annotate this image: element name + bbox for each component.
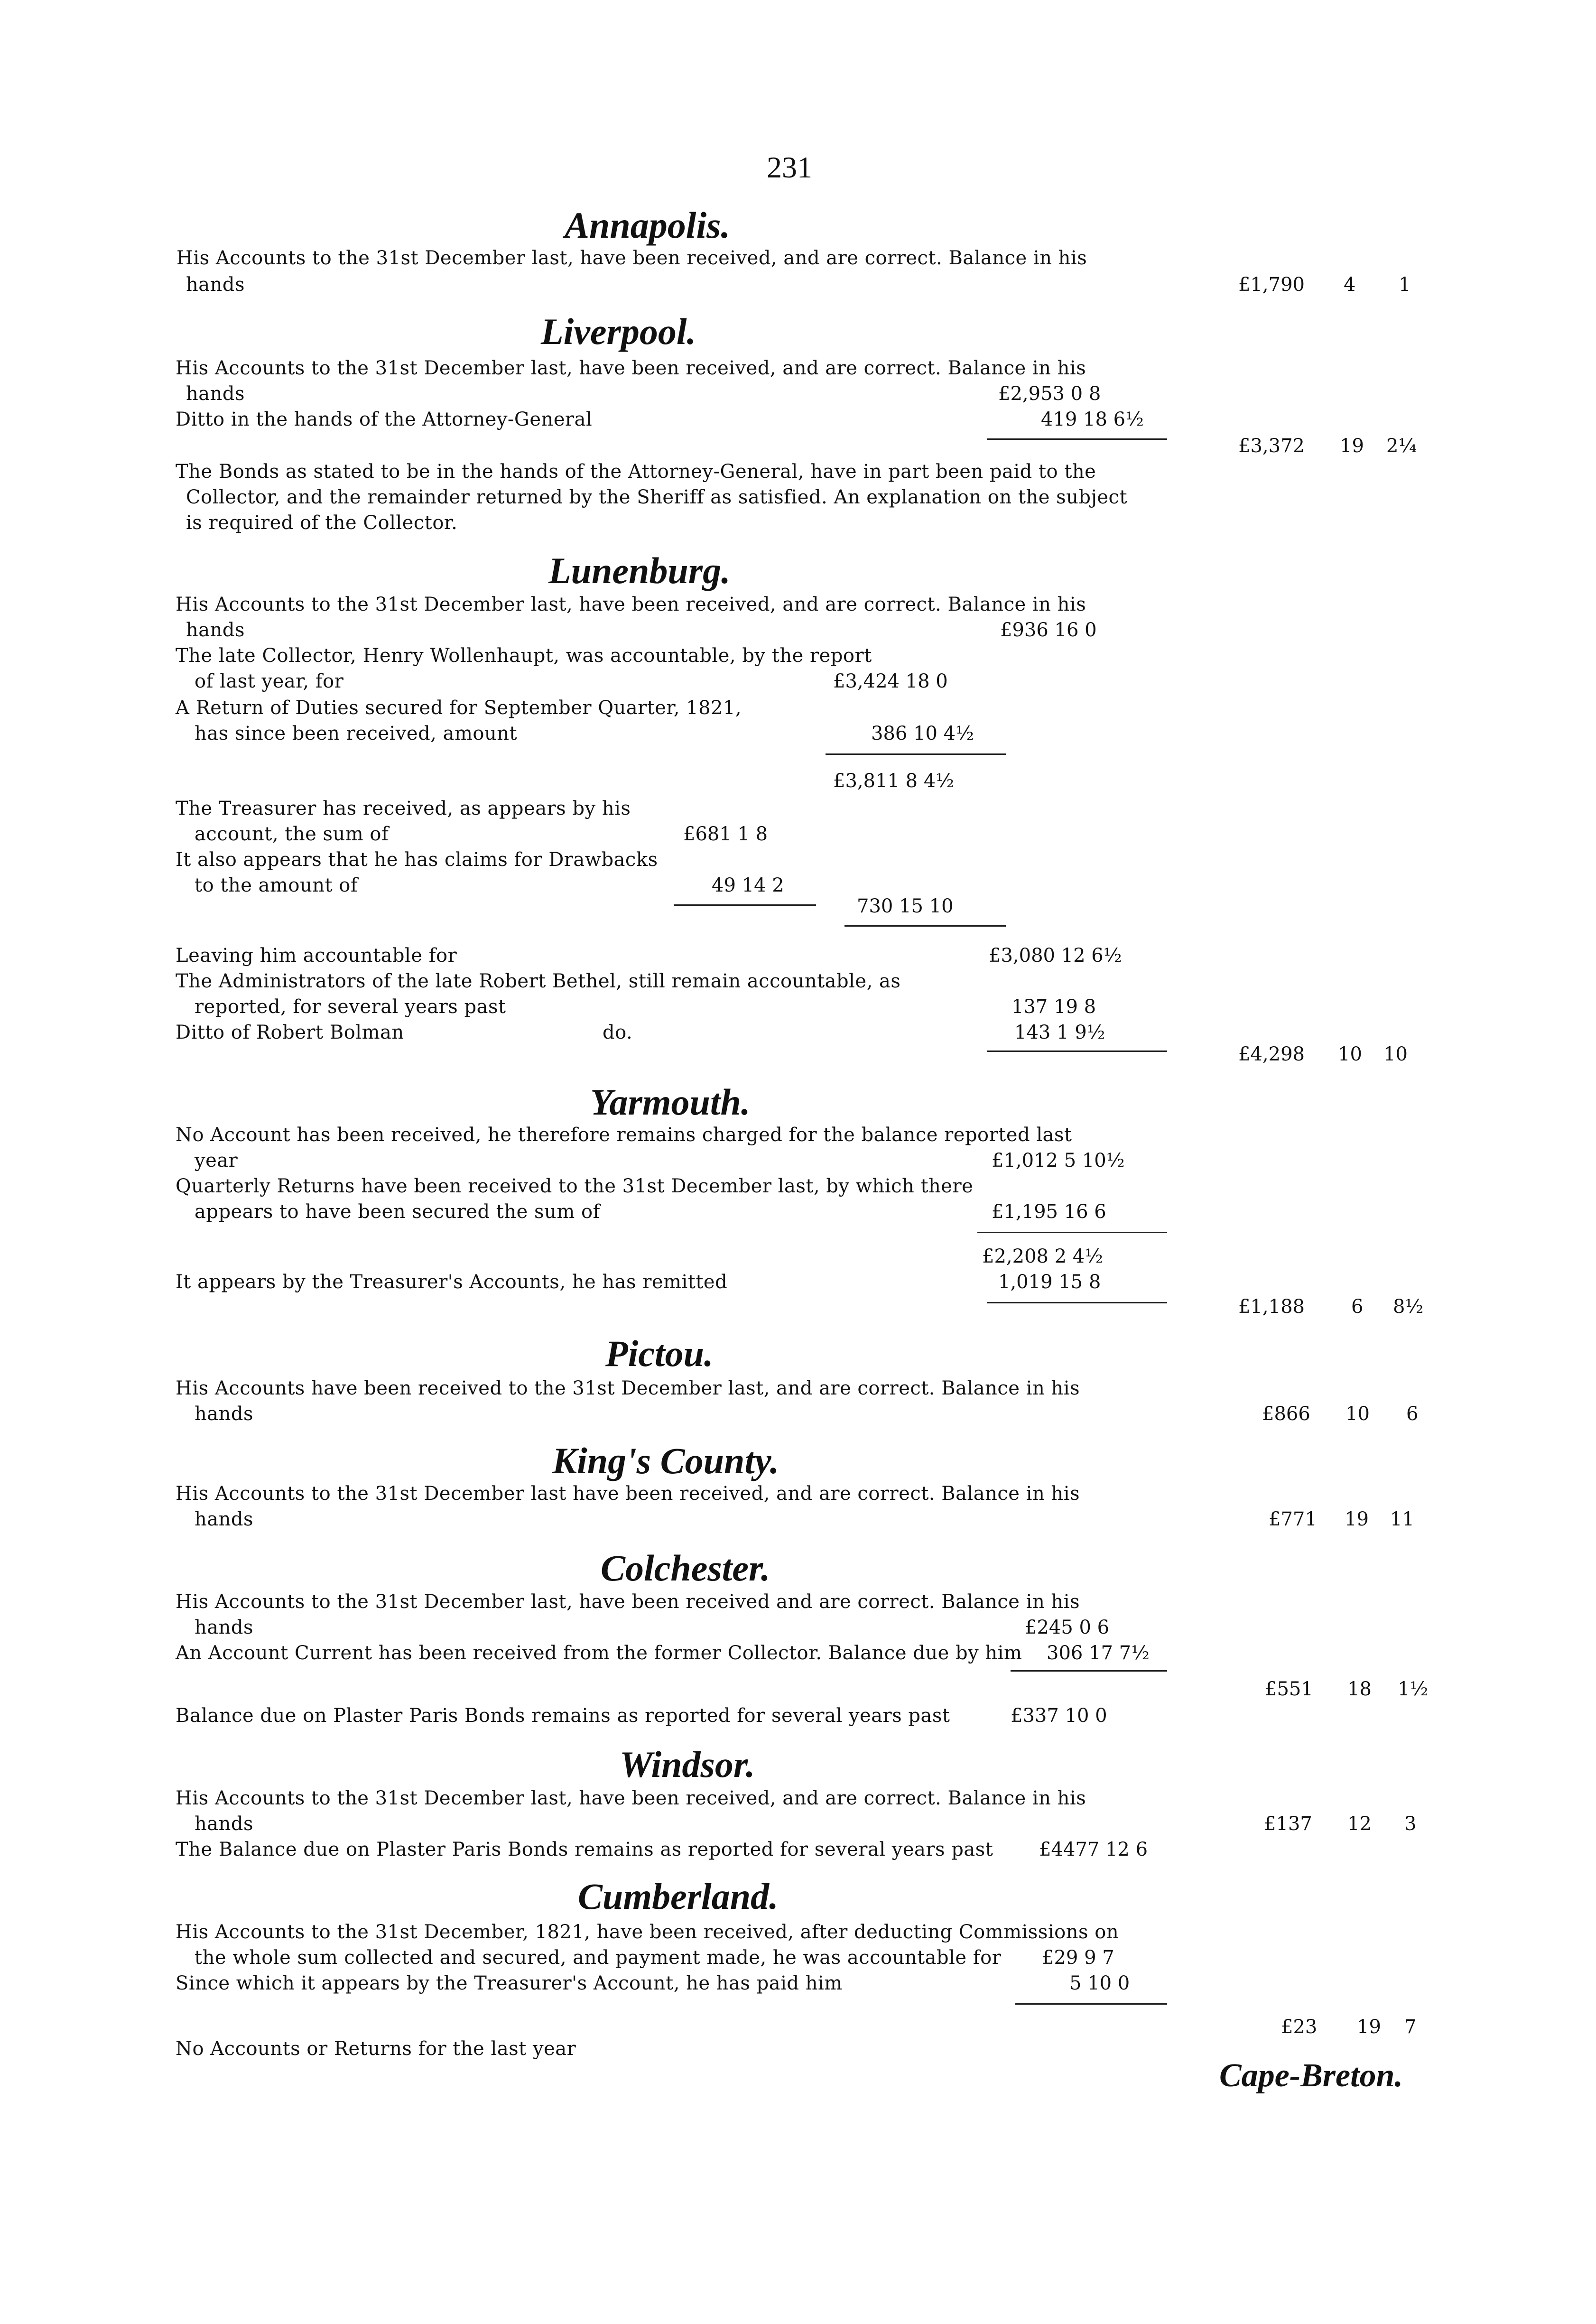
colchester-line2-amount: £245 0 6 (1025, 1617, 1110, 1638)
lunenburg-line2: hands (186, 619, 245, 641)
cape-breton-catchword: Cape-Breton. (1219, 2057, 1403, 2094)
colchester-line2: hands (195, 1617, 254, 1638)
yarmouth-line2-amount: £1,012 5 10½ (992, 1150, 1125, 1171)
lunenburg-line2-amount: £936 16 0 (1000, 619, 1097, 641)
lunenburg-heading: Lunenburg. (548, 550, 731, 591)
lunenburg-rule-3 (844, 925, 1006, 927)
cumberland-line1: His Accounts to the 31st December, 1821, have been received, after deducting Commissions on (176, 1921, 1119, 1943)
liverpool-sum-rule (987, 438, 1167, 440)
lunenburg-subtotal: £3,811 8 4½ (833, 770, 955, 792)
annapolis-line1: His Accounts to the 31st December last, have been received, and are correct. Balance in his (176, 247, 1087, 269)
kings-county-total-pounds: £771 (1269, 1508, 1317, 1530)
cumberland-total-shillings: 19 (1357, 2016, 1381, 2038)
yarmouth-line5-amount: 1,019 15 8 (998, 1271, 1101, 1293)
cumberland-line2-amount: £29 9 7 (1042, 1947, 1114, 1969)
cumberland-line3-amount: 5 10 0 (1069, 1972, 1130, 1994)
yarmouth-total-shillings: 6 (1351, 1296, 1364, 1318)
cumberland-line3: Since which it appears by the Treasurer's Account, he has paid him (176, 1972, 843, 1994)
annapolis-heading: Annapolis. (565, 205, 730, 246)
yarmouth-line3: Quarterly Returns have been received to the 31st December last, by which there (176, 1175, 974, 1197)
annapolis-total-pounds: £1,790 (1238, 274, 1305, 296)
lunenburg-rule-4 (987, 1050, 1167, 1052)
lunenburg-line1: His Accounts to the 31st December last, have been received, and are correct. Balance in his (176, 594, 1086, 615)
lunenburg-line3: The late Collector, Henry Wollenhaupt, was accountable, by the report (176, 645, 872, 667)
annapolis-total-pence: 1 (1399, 274, 1411, 296)
liverpool-note2: Collector, and the remainder returned by the Sheriff as satisfied. An explanation on the subject (186, 486, 1128, 508)
windsor-total-pence: 3 (1404, 1813, 1417, 1835)
yarmouth-line2: year (195, 1150, 238, 1171)
windsor-line3-amount: £4477 12 6 (1039, 1839, 1148, 1860)
cumberland-line2: the whole sum collected and secured, and payment made, he was accountable for (195, 1947, 1002, 1969)
windsor-line3: The Balance due on Plaster Paris Bonds remains as reported for several years past (176, 1839, 993, 1860)
kings-county-line2: hands (195, 1508, 254, 1530)
cumberland-total-pounds: £23 (1281, 2016, 1318, 2038)
lunenburg-line7: The Treasurer has received, as appears by his (176, 798, 631, 819)
lunenburg-line6-amount: 386 10 4½ (871, 723, 974, 744)
pictou-total-pence: 6 (1406, 1403, 1419, 1425)
colchester-line3: An Account Current has been received from the former Collector. Balance due by him (176, 1642, 1022, 1664)
lunenburg-line14-amount: 143 1 9½ (1014, 1022, 1105, 1043)
lunenburg-line8: account, the sum of (195, 823, 389, 845)
cumberland-heading: Cumberland. (578, 1876, 779, 1917)
yarmouth-subtotal: £2,208 2 4½ (982, 1246, 1104, 1267)
liverpool-total-pounds: £3,372 (1238, 435, 1305, 457)
lunenburg-line6: has since been received, amount (195, 723, 518, 744)
kings-county-heading: King's County. (552, 1440, 779, 1481)
liverpool-line1: His Accounts to the 31st December last, have been received, and are correct. Balance in his (176, 357, 1086, 379)
lunenburg-line5: A Return of Duties secured for September Quarter, 1821, (176, 697, 742, 719)
liverpool-line2-amount: £2,953 0 8 (998, 383, 1101, 405)
lunenburg-rule-1 (826, 753, 1006, 755)
lunenburg-line8-amount: £681 1 8 (683, 823, 768, 845)
colchester-heading: Colchester. (601, 1547, 770, 1589)
lunenburg-line9: It also appears that he has claims for Drawbacks (176, 849, 658, 871)
pictou-line1: His Accounts have been received to the 31st December last, and are correct. Balance in his (176, 1377, 1080, 1399)
pictou-total-shillings: 10 (1345, 1403, 1370, 1425)
windsor-total-shillings: 12 (1347, 1813, 1372, 1835)
lunenburg-total-shillings: 10 (1338, 1043, 1362, 1065)
lunenburg-line10: to the amount of (195, 874, 358, 896)
windsor-line1: His Accounts to the 31st December last, have been received, and are correct. Balance in his (176, 1787, 1086, 1809)
colchester-line3-amount: 306 17 7½ (1047, 1642, 1150, 1664)
yarmouth-line5: It appears by the Treasurer's Accounts, he has remitted (176, 1271, 728, 1293)
yarmouth-line4-amount: £1,195 16 6 (992, 1201, 1106, 1223)
lunenburg-line14-ditto: do. (603, 1022, 633, 1043)
lunenburg-line4-amount: £3,424 18 0 (833, 670, 948, 692)
windsor-heading: Windsor. (620, 1744, 755, 1785)
pictou-line2: hands (195, 1403, 254, 1425)
lunenburg-rule-2 (674, 904, 816, 906)
yarmouth-line4: appears to have been secured the sum of (195, 1201, 600, 1223)
liverpool-total-pence: 2¼ (1386, 435, 1417, 457)
lunenburg-line13: reported, for several years past (195, 996, 506, 1018)
yarmouth-total-pence: 8½ (1393, 1296, 1424, 1318)
liverpool-line3-amount: 419 18 6½ (1041, 409, 1144, 430)
lunenburg-line10-amount: 49 14 2 (712, 874, 784, 896)
yarmouth-heading: Yarmouth. (590, 1081, 751, 1123)
lunenburg-line13-amount: 137 19 8 (1011, 996, 1096, 1018)
lunenburg-line14: Ditto of Robert Bolman (176, 1022, 404, 1043)
cumberland-line4: No Accounts or Returns for the last year (176, 2038, 576, 2060)
lunenburg-line11-amount: £3,080 12 6½ (989, 945, 1122, 967)
pictou-total-pounds: £866 (1262, 1403, 1310, 1425)
colchester-total-shillings: 18 (1347, 1678, 1372, 1700)
lunenburg-line4: of last year, for (195, 670, 344, 692)
lunenburg-line11: Leaving him accountable for (176, 945, 457, 967)
cumberland-rule (1015, 2003, 1167, 2005)
lunenburg-total-pounds: £4,298 (1238, 1043, 1305, 1065)
colchester-total-pence: 1½ (1398, 1678, 1429, 1700)
kings-county-total-pence: 11 (1390, 1508, 1414, 1530)
liverpool-total-shillings: 19 (1340, 435, 1364, 457)
yarmouth-line1: No Account has been received, he therefore remains charged for the balance reported last (176, 1124, 1072, 1146)
yarmouth-rule-1 (977, 1232, 1167, 1233)
annapolis-line2: hands (186, 274, 245, 296)
colchester-rule (1011, 1670, 1167, 1672)
lunenburg-total-pence: 10 (1383, 1043, 1408, 1065)
kings-county-total-shillings: 19 (1345, 1508, 1369, 1530)
kings-county-line1: His Accounts to the 31st December last have been received, and are correct. Balance in his (176, 1483, 1080, 1505)
colchester-total-pounds: £551 (1265, 1678, 1313, 1700)
liverpool-line2: hands (186, 383, 245, 405)
lunenburg-line10-total: 730 15 10 (857, 895, 954, 917)
yarmouth-total-pounds: £1,188 (1238, 1296, 1305, 1318)
pictou-heading: Pictou. (605, 1333, 714, 1374)
liverpool-note3: is required of the Collector. (186, 512, 458, 534)
cumberland-total-pence: 7 (1404, 2016, 1417, 2038)
liverpool-line3: Ditto in the hands of the Attorney-General (176, 409, 593, 430)
yarmouth-rule-2 (987, 1302, 1167, 1303)
liverpool-heading: Liverpool. (541, 311, 696, 352)
liverpool-note1: The Bonds as stated to be in the hands of the Attorney-General, have in part been paid to the (176, 461, 1096, 483)
windsor-line2: hands (195, 1813, 254, 1835)
colchester-line1: His Accounts to the 31st December last, have been received and are correct. Balance in his (176, 1591, 1080, 1613)
colchester-line4-amount: £337 10 0 (1011, 1705, 1107, 1727)
windsor-total-pounds: £137 (1264, 1813, 1312, 1835)
annapolis-total-shillings: 4 (1344, 274, 1356, 296)
lunenburg-line12: The Administrators of the late Robert Bethel, still remain accountable, as (176, 970, 901, 992)
page-number: 231 (767, 150, 812, 184)
colchester-line4: Balance due on Plaster Paris Bonds remains as reported for several years past (176, 1705, 950, 1727)
